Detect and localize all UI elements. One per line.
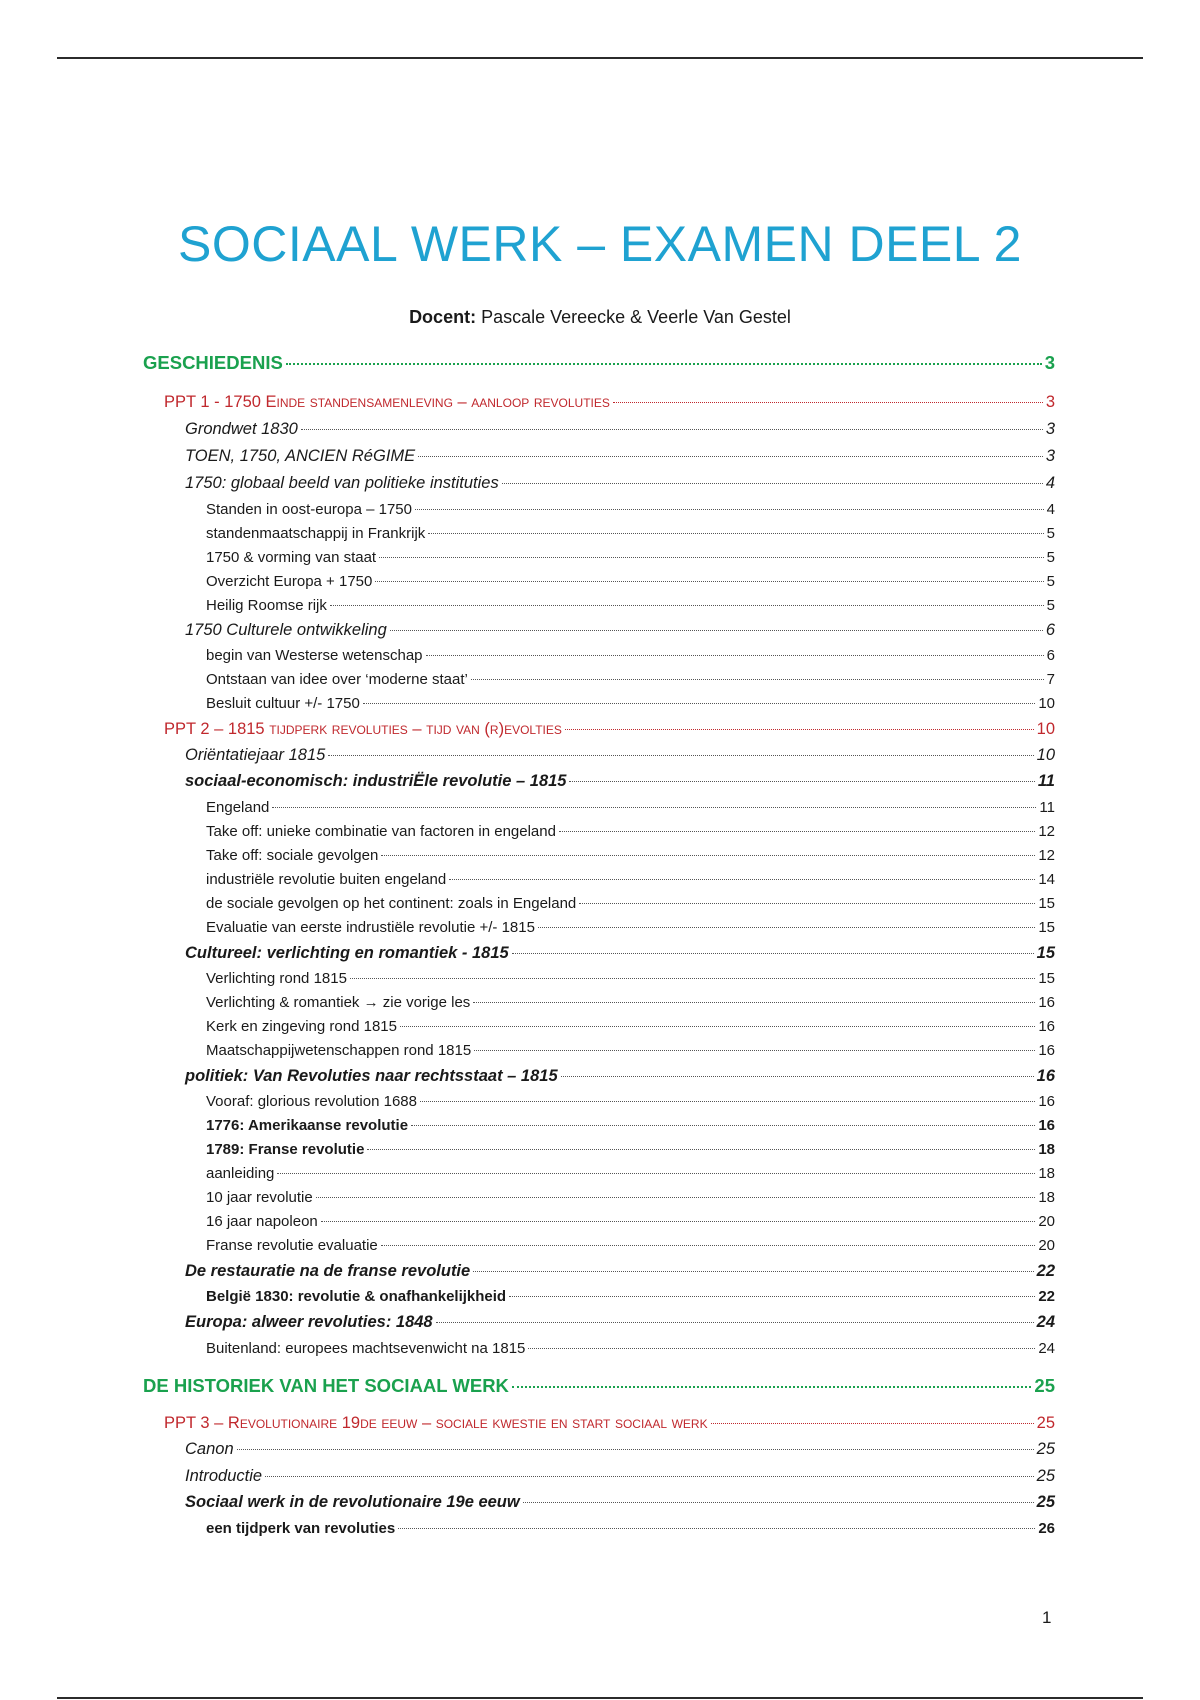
toc-entry-section[interactable]: DE HISTORIEK VAN HET SOCIAAL WERK 25 (143, 1375, 1055, 1396)
toc-entry[interactable]: De restauratie na de franse revolutie 22 (185, 1262, 1055, 1280)
toc-entry[interactable]: sociaal-economisch: industriËle revolutie – 1815 11 (185, 772, 1055, 790)
toc-entry-chapter[interactable]: PPT 1 - 1750 Einde standensamenleving – aanloop revoluties 3 (164, 393, 1055, 411)
toc-entry[interactable]: industriële revolutie buiten engeland 14 (206, 871, 1055, 888)
toc-entry[interactable]: Franse revolutie evaluatie 20 (206, 1237, 1055, 1254)
header-rule (57, 57, 1143, 59)
toc-entry[interactable]: een tijdperk van revoluties 26 (206, 1520, 1055, 1537)
toc-entry[interactable]: Europa: alweer revoluties: 1848 24 (185, 1313, 1055, 1331)
toc-entry-section[interactable]: GESCHIEDENIS 3 (143, 352, 1055, 373)
toc-entry[interactable]: TOEN, 1750, ANCIEN RéGIME 3 (185, 447, 1055, 465)
toc-entry-chapter[interactable]: PPT 3 – Revolutionaire 19de eeuw – sociale kwestie en start sociaal werk 25 (164, 1414, 1055, 1432)
toc-entry[interactable]: Ontstaan van idee over ‘moderne staat’ 7 (206, 671, 1055, 688)
document-title: SOCIAAL WERK – EXAMEN DEEL 2 (178, 216, 1022, 272)
toc-entry-chapter[interactable]: PPT 2 – 1815 tijdperk revoluties – tijd van (r)evolties 10 (164, 720, 1055, 738)
toc-entry[interactable]: Kerk en zingeving rond 1815 16 (206, 1018, 1055, 1035)
toc-entry[interactable]: Take off: sociale gevolgen 12 (206, 847, 1055, 864)
toc-entry[interactable]: Maatschappijwetenschappen rond 1815 16 (206, 1042, 1055, 1059)
toc-entry[interactable]: 1750: globaal beeld van politieke instituties 4 (185, 474, 1055, 492)
toc-entry[interactable]: 10 jaar revolutie 18 (206, 1189, 1055, 1206)
docent-line (0, 307, 1200, 328)
toc-entry[interactable]: aanleiding 18 (206, 1165, 1055, 1182)
toc-entry[interactable]: standenmaatschappij in Frankrijk 5 (206, 525, 1055, 542)
toc-entry[interactable]: Grondwet 1830 3 (185, 420, 1055, 438)
toc-entry[interactable]: Heilig Roomse rijk 5 (206, 597, 1055, 614)
toc-entry[interactable]: Besluit cultuur +/- 1750 10 (206, 695, 1055, 712)
toc-entry[interactable]: Buitenland: europees machtsevenwicht na 1815 24 (206, 1340, 1055, 1357)
toc-entry[interactable]: Engeland 11 (206, 799, 1055, 816)
toc-entry[interactable]: Take off: unieke combinatie van factoren in engeland 12 (206, 823, 1055, 840)
footer-rule (57, 1697, 1143, 1699)
toc-entry[interactable]: politiek: Van Revoluties naar rechtsstaat – 1815 16 (185, 1067, 1055, 1085)
toc-entry[interactable]: 1776: Amerikaanse revolutie 16 (206, 1117, 1055, 1134)
toc-entry[interactable]: Verlichting & romantiek → zie vorige les 16 (206, 994, 1055, 1011)
page-number: 1 (1042, 1608, 1052, 1627)
toc-entry[interactable]: Cultureel: verlichting en romantiek - 1815 15 (185, 944, 1055, 962)
toc-entry[interactable]: 16 jaar napoleon 20 (206, 1213, 1055, 1230)
docent-names: Pascale Vereecke & Veerle Van Gestel (481, 307, 791, 327)
toc-entry[interactable]: begin van Westerse wetenschap 6 (206, 647, 1055, 664)
toc-entry[interactable]: Standen in oost-europa – 1750 4 (206, 501, 1055, 518)
toc-entry[interactable]: 1750 Culturele ontwikkeling 6 (185, 621, 1055, 639)
toc-entry[interactable]: 1750 & vorming van staat 5 (206, 549, 1055, 566)
toc-entry[interactable]: Sociaal werk in de revolutionaire 19e eeuw 25 (185, 1493, 1055, 1511)
toc-entry[interactable]: Canon 25 (185, 1440, 1055, 1458)
toc-entry[interactable]: 1789: Franse revolutie 18 (206, 1141, 1055, 1158)
toc-entry[interactable]: Oriëntatiejaar 1815 10 (185, 746, 1055, 764)
toc-entry[interactable]: België 1830: revolutie & onafhankelijkheid 22 (206, 1288, 1055, 1305)
toc-entry[interactable]: de sociale gevolgen op het continent: zoals in Engeland 15 (206, 895, 1055, 912)
toc-entry[interactable]: Overzicht Europa + 1750 5 (206, 573, 1055, 590)
toc-entry[interactable]: Verlichting rond 1815 15 (206, 970, 1055, 987)
toc-entry[interactable]: Introductie 25 (185, 1467, 1055, 1485)
toc-entry[interactable]: Vooraf: glorious revolution 1688 16 (206, 1093, 1055, 1110)
docent-label: Docent: (409, 307, 477, 327)
toc-entry[interactable]: Evaluatie van eerste indrustiële revolutie +/- 1815 15 (206, 919, 1055, 936)
